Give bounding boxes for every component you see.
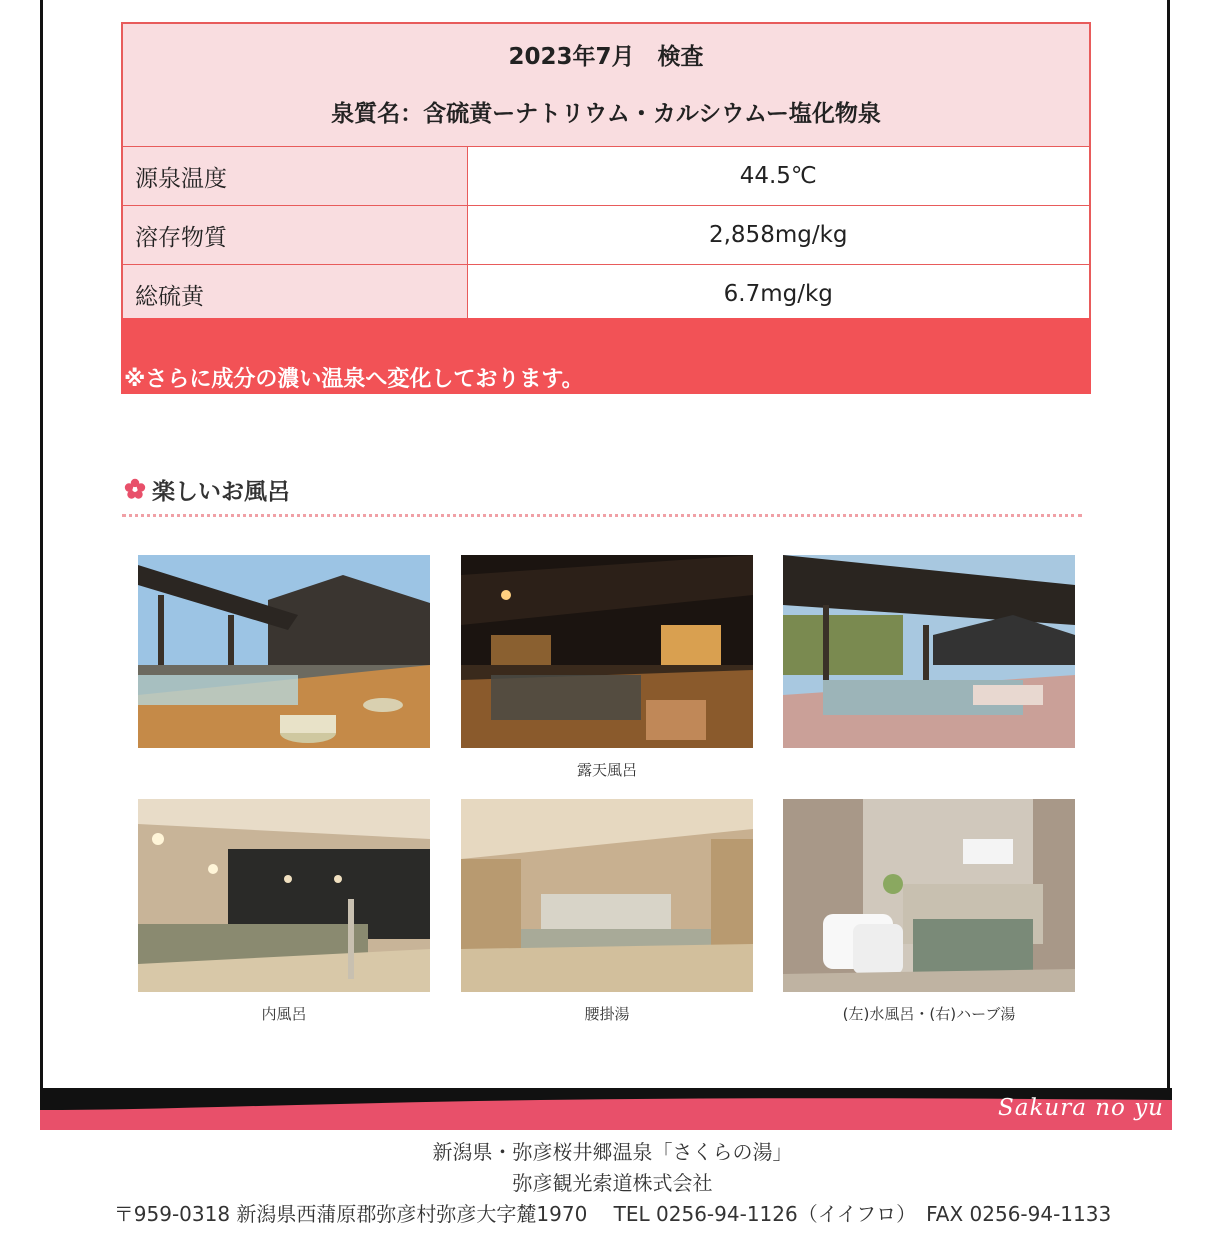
caption-cold-herb-bath: (左)水風呂・(右)ハーブ湯 xyxy=(842,1005,1016,1023)
spring-name: 泉質名：含硫黄ーナトリウム・カルシウムー塩化物泉 xyxy=(331,101,881,127)
row-value: 44.5℃ xyxy=(467,147,1089,206)
table-row xyxy=(123,265,1089,324)
table-row xyxy=(123,147,1089,206)
spring-note-text: ※さらに成分の濃い温泉へ変化しております。 xyxy=(124,367,584,392)
section-title: 楽しいお風呂 xyxy=(152,479,290,505)
photo-outdoor-bath-1 xyxy=(138,555,430,748)
table-row xyxy=(123,206,1089,265)
photo-indoor-bath xyxy=(138,799,430,992)
sakura-icon xyxy=(124,478,146,500)
footer-signature: Sakura no yu xyxy=(997,1095,1164,1121)
caption-outdoor-bath: 露天風呂 xyxy=(576,761,637,779)
footer-company-name: 弥彦観光索道株式会社 xyxy=(512,1171,713,1195)
photo-half-bath xyxy=(461,799,753,992)
photo-outdoor-bath-2 xyxy=(783,555,1075,748)
caption-half-bath: 腰掛湯 xyxy=(584,1005,630,1023)
row-label: 溶存物質 xyxy=(123,206,467,265)
photo-cold-herb-bath xyxy=(783,799,1075,992)
row-label: 源泉温度 xyxy=(123,147,467,206)
section-heading xyxy=(122,470,1082,517)
photo-outdoor-bath-night xyxy=(461,555,753,748)
spring-table-header xyxy=(123,24,1089,146)
spring-data-rows xyxy=(123,146,1089,323)
row-label: 総硫黄 xyxy=(123,265,467,324)
footer-contact: 〒959-0318 新潟県西蒲原郡弥彦村弥彦大字麓1970 TEL 0256-94-1126（イイフロ） FAX 0256-94-1133 xyxy=(113,1202,1112,1226)
spring-quality-table xyxy=(121,22,1091,325)
caption-indoor-bath: 内風呂 xyxy=(261,1005,307,1023)
footer-band xyxy=(40,1088,1172,1130)
footer-facility-name: 新潟県・弥彦桜井郷温泉「さくらの湯」 xyxy=(432,1140,793,1164)
row-value: 6.7mg/kg xyxy=(467,265,1089,324)
row-value: 2,858mg/kg xyxy=(467,206,1089,265)
inspection-date: 2023年7月 検査 xyxy=(508,44,704,70)
spring-note-banner xyxy=(121,318,1091,394)
